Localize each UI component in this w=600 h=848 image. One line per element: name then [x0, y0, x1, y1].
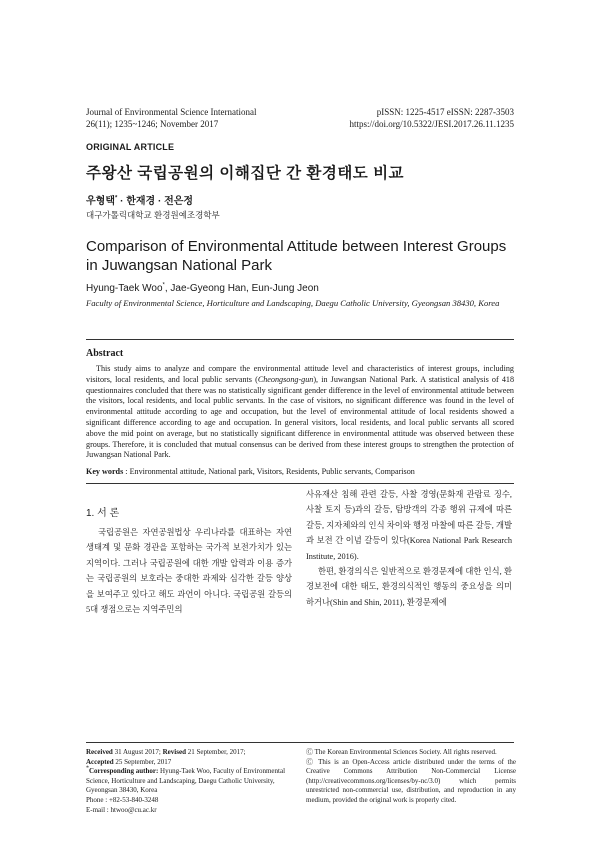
abstract-heading: Abstract: [86, 348, 124, 359]
korean-authors: [86, 192, 193, 207]
keywords-label: Key words: [86, 467, 124, 476]
korean-title: 주왕산 국립공원의 이해집단 간 환경태도 비교: [86, 165, 405, 182]
english-corresponding-mark: *: [162, 282, 165, 289]
section-heading-introduction: 1. 서 론: [86, 508, 120, 519]
accepted-line: Accepted 25 September, 2017: [86, 757, 172, 766]
intro-paragraph-1: 국립공원은 자연공원법상 우리나라를 대표하는 자연 생태계 및 문화 경관을 포함하는 국가적 보전가치가 있는 지역이다. 그러나 국립공원에 대한 개발 압력과 이용 증가는 국립공원의 보호라는 중대한 과제와 심각한 갈등 양상을 보여주고 있다고 해도 과언이 아니다. 국립공원 갈등의 5대 쟁점으로는 지역주민의: [86, 528, 292, 615]
doi-link[interactable]: https://doi.org/10.5322/JESI.2017.26.11.1235: [349, 119, 514, 129]
intro-paragraph-1-continued: 사유재산 침해 관련 갈등, 사찰 경영(문화재 관람료 징수, 사찰 토지 등)과의 갈등, 탐방객의 각종 행위 규제에 따른 갈등, 지자체와의 인식 차이와 행정 마찰에 따른 갈등, 개발과 보전 간 이념 갈등이 있다(Korea National Park Research Institute, 2016).: [306, 490, 512, 561]
journal-header-right: [349, 106, 514, 130]
license-notice: Ⓒ This is an Open-Access article distributed under the terms of the Creative Commons Attribution Non-Commercial License (http://creativecommons.org/licenses/by-nc/3.0) which permits unrestricted non-commercial use, distribution, and reproduction in any medium, provided the original work is properly cited.: [306, 757, 516, 804]
abstract-text-1: This study aims to analyze and compare the environmental attitude level and characteristics of interest groups, including visitors, local residents, and local public servants (: [86, 364, 514, 384]
korean-authors-rest: · 한재경 · 전은정: [117, 196, 194, 207]
corresponding-author: *Corresponding author: Hyung-Taek Woo, Faculty of Environmental Science, Horticulture and Landscaping, Daegu Catholic University, Gyeongsan 38430, Korea: [86, 765, 286, 795]
abstract-text-italic: Cheongsong-gun: [257, 374, 314, 384]
keywords: [86, 467, 514, 476]
abstract-bottom-rule: [86, 483, 514, 484]
corresponding-mark: *: [114, 195, 118, 202]
abstract-body: [86, 364, 514, 461]
footnote-left: [86, 748, 292, 815]
english-authors: [86, 283, 319, 294]
journal-name: Journal of Environmental Science International: [86, 107, 257, 117]
volume-pages: 26(11); 1235~1246; November 2017: [86, 119, 219, 129]
phone: Phone : +82-53-840-3248: [86, 795, 159, 804]
footnote-right: [306, 748, 516, 806]
abstract-text-2: ), in Juwangsan National Park. A statistical analysis of 418 questionnaires concluded that there was no statistically significant gender difference in the level of environmental attitude between the visitors, local residents, and local public servants. In the case of visitors, no significant difference was found in the level of environmental attitude according to age and occupation, but the level of environmental attitude of local residents showed a significant difference according to age and occupation. In general visitors, local residents, and local public servants all scored above the mid point on average, but no statistically significant difference in environmental attitude was observed between these groups. Therefore, it is concluded that mutual consensus can be derived from these interest groups to strengthen the protection of Juwangsan National Park.: [86, 374, 515, 460]
keywords-text: : Environmental attitude, National park, Visitors, Residents, Public servants, Comparison: [123, 467, 415, 476]
intro-paragraph-2: 한편, 환경의식은 일반적으로 환경문제에 대한 인식, 환경보전에 대한 태도, 환경의식적인 행동의 중요성을 의미하거나(Shin and Shin, 2011), 환경문제에: [306, 567, 512, 607]
abstract-top-rule: [86, 339, 514, 340]
email-link[interactable]: E-mail : htwoo@cu.ac.kr: [86, 805, 157, 814]
received-revised-line: Received 31 August 2017; Revised 21 September, 2017;: [86, 748, 246, 756]
english-affiliation: Faculty of Environmental Science, Horticulture and Landscaping, Daegu Catholic University, Gyeongsan 38430, Korea: [86, 298, 500, 308]
issn: pISSN: 1225-4517 eISSN: 2287-3503: [376, 107, 514, 117]
body-column-right: [306, 487, 512, 610]
footnote-rule: [86, 742, 514, 743]
article-type-label: ORIGINAL ARTICLE: [86, 142, 175, 152]
journal-header-left: [86, 106, 256, 130]
korean-author-first: 우형택: [86, 196, 115, 207]
english-title: Comparison of Environmental Attitude between Interest Groups in Juwangsan National Park: [86, 238, 507, 274]
english-author-first: Hyung-Taek Woo: [86, 283, 163, 294]
korean-affiliation: 대구가톨릭대학교 환경원예조경학부: [86, 210, 220, 220]
body-column-left: [86, 525, 292, 617]
english-authors-rest: , Jae-Gyeong Han, Eun-Jung Jeon: [164, 283, 319, 294]
copyright-notice: Ⓒ The Korean Environmental Sciences Society. All rights reserved.: [306, 748, 497, 756]
